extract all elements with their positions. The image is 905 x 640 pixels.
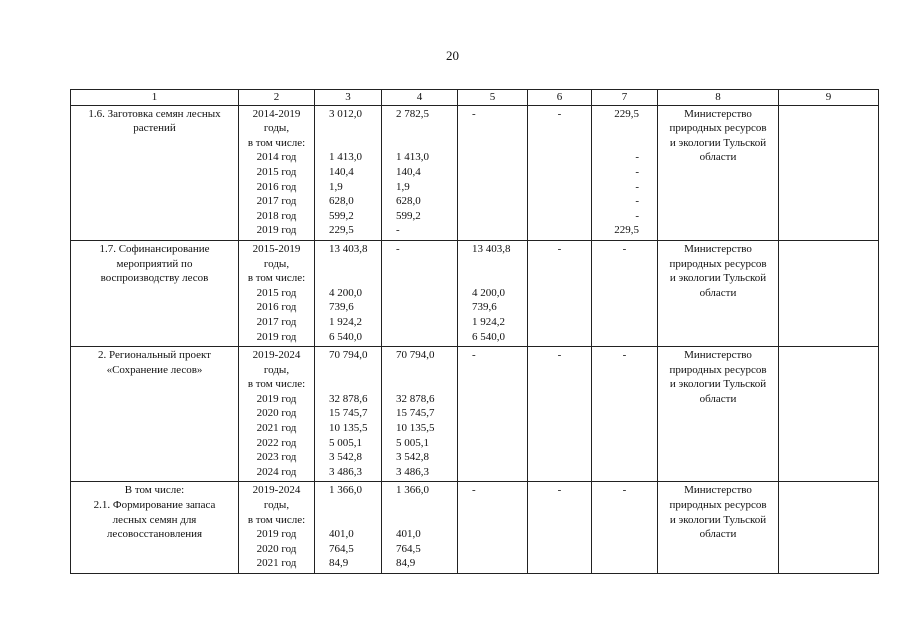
period-cell (239, 347, 315, 482)
local-budget-cell (528, 347, 592, 482)
cell-line: 3 012,0 (329, 107, 362, 120)
cell-line: 401,0 (329, 528, 354, 541)
activity-cell (71, 240, 239, 346)
cell-line: 10 135,5 (396, 422, 435, 435)
cell-line: 1.6. Заготовка семян лесных (88, 107, 221, 120)
cell-line: - (472, 107, 476, 120)
cell-line: 628,0 (396, 195, 421, 208)
cell-line: 2020 год (256, 407, 297, 420)
cell-line: 1 413,0 (329, 151, 362, 164)
cell-line: 229,5 (329, 224, 354, 237)
cell-line (329, 136, 377, 151)
cell-line: 3 486,3 (396, 465, 429, 478)
cell-line (472, 257, 523, 272)
other-sources-cell (592, 105, 658, 240)
cell-line: 2020 год (256, 542, 297, 555)
activity-cell (71, 482, 239, 574)
page-number: 20 (446, 48, 459, 63)
cell-line: природных ресурсов (669, 499, 767, 512)
cell-line: области (699, 528, 737, 541)
indicator-cell (779, 105, 879, 240)
cell-line: Министерство (684, 349, 752, 362)
other-sources-cell (592, 482, 658, 574)
cell-line: 2015 год (256, 286, 297, 299)
cell-line: в том числе: (247, 272, 306, 285)
cell-line: природных ресурсов (669, 257, 767, 270)
cell-line: и экологии Тульской (669, 378, 767, 391)
cell-line (329, 257, 377, 272)
cell-line: 229,5 (614, 224, 639, 237)
cell-line (329, 271, 377, 286)
cell-line: 2022 год (256, 436, 297, 449)
cell-line (472, 271, 523, 286)
cell-line: 2024 год (256, 465, 297, 478)
cell-line: 5 005,1 (396, 436, 429, 449)
local-budget-cell (528, 240, 592, 346)
cell-line: - (635, 195, 639, 208)
cell-line: в том числе: (247, 136, 306, 149)
cell-line (396, 121, 453, 136)
federal-budget-cell (458, 240, 528, 346)
cell-line: - (635, 165, 639, 178)
indicator-cell (779, 482, 879, 574)
local-budget-cell (528, 105, 592, 240)
cell-line: и экологии Тульской (669, 136, 767, 149)
cell-line: - (472, 349, 476, 362)
cell-line: - (557, 107, 562, 120)
regional-budget-cell (382, 482, 458, 574)
total-cell (315, 240, 382, 346)
cell-line (396, 513, 453, 528)
cell-line: В том числе: (124, 484, 185, 497)
cell-line: и экологии Тульской (669, 513, 767, 526)
header-cell-9: 9 (779, 90, 879, 106)
cell-line: 13 403,8 (329, 242, 368, 255)
period-cell (239, 482, 315, 574)
federal-budget-cell (458, 482, 528, 574)
cell-line: - (622, 349, 627, 362)
activity-cell (71, 105, 239, 240)
cell-line: растений (133, 122, 176, 135)
cell-line: - (396, 224, 400, 237)
cell-line: 739,6 (472, 301, 497, 314)
table-row (71, 347, 879, 482)
cell-line: 70 794,0 (396, 349, 435, 362)
cell-line: 2019 год (256, 392, 297, 405)
cell-line: - (635, 151, 639, 164)
cell-line: 15 745,7 (329, 407, 368, 420)
cell-line: 2016 год (256, 301, 297, 314)
cell-line: 2.1. Формирование запаса (93, 499, 216, 512)
regional-budget-cell (382, 240, 458, 346)
cell-line: 84,9 (396, 557, 416, 570)
regional-budget-cell (382, 347, 458, 482)
cell-line: лесных семян для (112, 513, 197, 526)
cell-line: годы, (263, 122, 290, 135)
cell-line: 3 542,8 (329, 451, 362, 464)
cell-line: 3 486,3 (329, 465, 362, 478)
cell-line: 1,9 (329, 180, 343, 193)
cell-line: - (396, 242, 400, 255)
cell-line: 2019 год (256, 224, 297, 237)
cell-line: 2014-2019 (252, 107, 301, 120)
cell-line: 6 540,0 (472, 330, 505, 343)
header-cell-3: 3 (315, 90, 382, 106)
total-cell (315, 105, 382, 240)
cell-line: годы, (263, 363, 290, 376)
cell-line: - (557, 349, 562, 362)
cell-line: «Сохранение лесов» (106, 363, 203, 376)
cell-line (329, 363, 377, 378)
table-row (71, 482, 879, 574)
cell-line: лесовосстановления (106, 528, 203, 541)
cell-line: 599,2 (396, 209, 421, 222)
cell-line: Министерство (684, 484, 752, 497)
cell-line: 2019-2024 (252, 349, 301, 362)
cell-line (396, 363, 453, 378)
cell-line: области (699, 392, 737, 405)
cell-line: воспроизводству лесов (100, 272, 209, 285)
header-cell-1: 1 (71, 90, 239, 106)
cell-line: - (635, 180, 639, 193)
cell-line: 2 782,5 (396, 107, 429, 120)
indicator-cell (779, 240, 879, 346)
table-row (71, 240, 879, 346)
period-cell (239, 240, 315, 346)
cell-line: 1 366,0 (329, 484, 362, 497)
cell-line: 10 135,5 (329, 422, 368, 435)
cell-line (329, 513, 377, 528)
cell-line: 2017 год (256, 195, 297, 208)
cell-line: 13 403,8 (472, 242, 511, 255)
cell-line: Министерство (684, 107, 752, 120)
executor-cell (658, 240, 779, 346)
indicator-cell (779, 347, 879, 482)
cell-line (396, 498, 453, 513)
cell-line: 4 200,0 (472, 286, 505, 299)
cell-line (596, 121, 639, 136)
cell-line: 1 366,0 (396, 484, 429, 497)
cell-line: природных ресурсов (669, 122, 767, 135)
cell-line: - (622, 484, 627, 497)
cell-line: 2. Региональный проект (98, 349, 211, 362)
cell-line: 229,5 (614, 107, 639, 120)
cell-line: мероприятий по (116, 257, 193, 270)
cell-line (396, 377, 453, 392)
cell-line: 2018 год (256, 209, 297, 222)
cell-line (596, 136, 639, 151)
federal-budget-cell (458, 105, 528, 240)
cell-line: - (557, 484, 562, 497)
header-row (71, 90, 879, 106)
cell-line: - (622, 242, 627, 255)
cell-line: 70 794,0 (329, 349, 368, 362)
table-row (71, 105, 879, 240)
cell-line: 1.7. Софинансирование (99, 242, 210, 255)
cell-line (329, 377, 377, 392)
cell-line: природных ресурсов (669, 363, 767, 376)
cell-line: - (472, 484, 476, 497)
cell-line: области (699, 286, 737, 299)
total-cell (315, 347, 382, 482)
cell-line (329, 121, 377, 136)
cell-line: 2017 год (256, 315, 297, 328)
header-cell-7: 7 (592, 90, 658, 106)
header-cell-4: 4 (382, 90, 458, 106)
cell-line: 1,9 (396, 180, 410, 193)
cell-line: 32 878,6 (329, 392, 368, 405)
cell-line: и экологии Тульской (669, 272, 767, 285)
total-cell (315, 482, 382, 574)
cell-line: 3 542,8 (396, 451, 429, 464)
executor-cell (658, 482, 779, 574)
cell-line: 1 924,2 (329, 315, 362, 328)
cell-line: 140,4 (396, 165, 421, 178)
other-sources-cell (592, 240, 658, 346)
cell-line: 2016 год (256, 180, 297, 193)
cell-line: области (699, 151, 737, 164)
cell-line (329, 498, 377, 513)
header-cell-6: 6 (528, 90, 592, 106)
cell-line (396, 136, 453, 151)
cell-line: 2019-2024 (252, 484, 301, 497)
cell-line: 2015 год (256, 165, 297, 178)
cell-line: 4 200,0 (329, 286, 362, 299)
cell-line: годы, (263, 257, 290, 270)
cell-line: 401,0 (396, 528, 421, 541)
activity-cell (71, 347, 239, 482)
cell-line: 628,0 (329, 195, 354, 208)
header-cell-8: 8 (658, 90, 779, 106)
cell-line: 764,5 (396, 542, 421, 555)
cell-line: 2023 год (256, 451, 297, 464)
cell-line: 2019 год (256, 330, 297, 343)
program-table (70, 89, 879, 574)
cell-line: в том числе: (247, 513, 306, 526)
cell-line: 1 924,2 (472, 315, 505, 328)
header-cell-5: 5 (458, 90, 528, 106)
cell-line: - (557, 242, 562, 255)
cell-line: 2019 год (256, 528, 297, 541)
cell-line: 32 878,6 (396, 392, 435, 405)
cell-line: 1 413,0 (396, 151, 429, 164)
header-cell-2: 2 (239, 90, 315, 106)
cell-line: 140,4 (329, 165, 354, 178)
cell-line: 2015-2019 (252, 242, 301, 255)
executor-cell (658, 347, 779, 482)
federal-budget-cell (458, 347, 528, 482)
regional-budget-cell (382, 105, 458, 240)
cell-line: 84,9 (329, 557, 349, 570)
cell-line: 5 005,1 (329, 436, 362, 449)
cell-line: в том числе: (247, 378, 306, 391)
period-cell (239, 105, 315, 240)
cell-line: 764,5 (329, 542, 354, 555)
cell-line: 15 745,7 (396, 407, 435, 420)
cell-line: 6 540,0 (329, 330, 362, 343)
local-budget-cell (528, 482, 592, 574)
executor-cell (658, 105, 779, 240)
other-sources-cell (592, 347, 658, 482)
cell-line: 2021 год (256, 557, 297, 570)
cell-line: 739,6 (329, 301, 354, 314)
cell-line: 599,2 (329, 209, 354, 222)
cell-line: 2021 год (256, 422, 297, 435)
cell-line: Министерство (684, 242, 752, 255)
cell-line: - (635, 209, 639, 222)
cell-line: годы, (263, 499, 290, 512)
cell-line: 2014 год (256, 151, 297, 164)
